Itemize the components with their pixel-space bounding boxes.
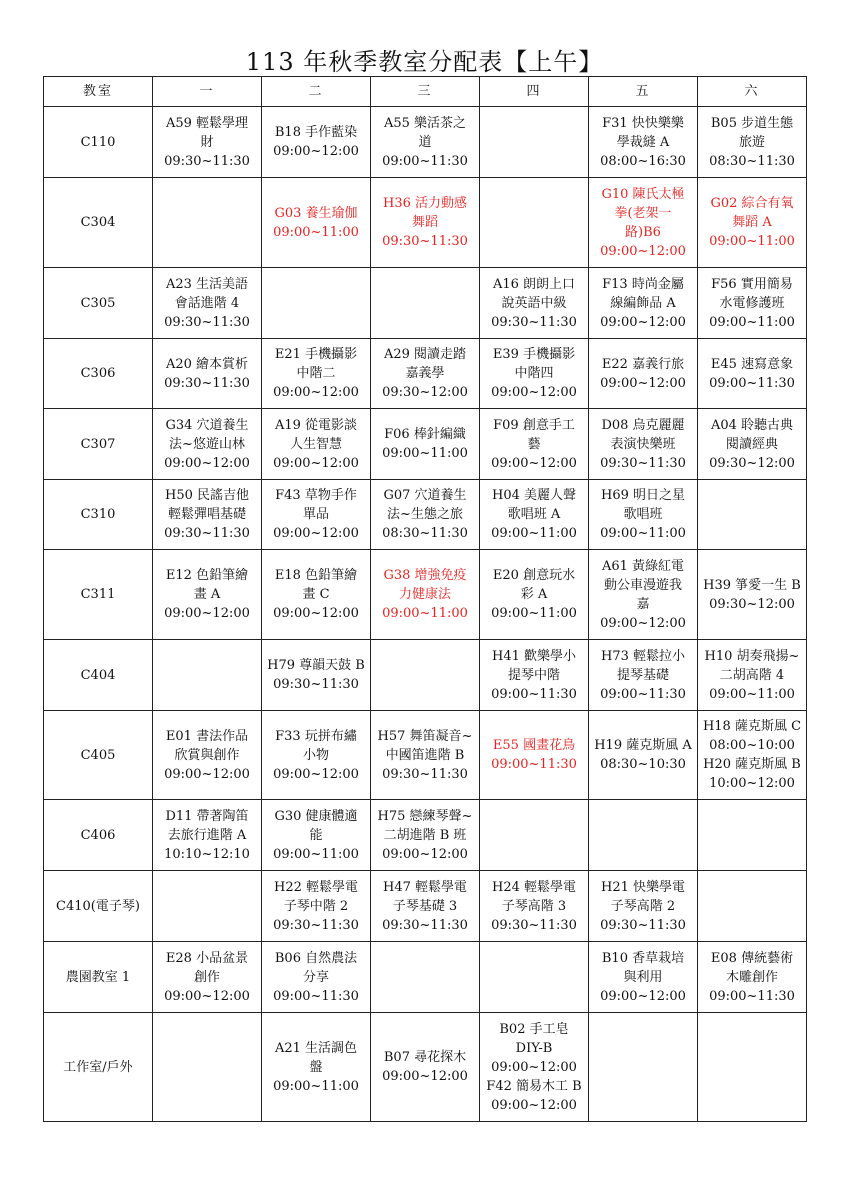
header-room: 教室: [44, 77, 153, 107]
table-row: [44, 871, 807, 942]
course-entry: H04 美麗人聲 歌唱班 A 09:00~11:00: [491, 488, 577, 541]
course-entry: H57 舞笛凝音~ 中國笛進階 B 09:30~11:30: [377, 728, 473, 782]
course-entry: H22 輕鬆學電 子琴中階 2 09:30~11:30: [273, 879, 359, 933]
schedule-cell: [698, 550, 807, 640]
schedule-cell: [698, 107, 807, 178]
schedule-cell: [262, 640, 371, 711]
schedule-cell: [589, 942, 698, 1013]
schedule-body: [44, 107, 807, 1122]
table-row: [44, 800, 807, 871]
course-entry: F43 草物手作 單品 09:00~12:00: [273, 488, 359, 541]
schedule-cell: [698, 480, 807, 550]
schedule-cell: [589, 107, 698, 178]
schedule-cell: [480, 409, 589, 480]
schedule-cell: [153, 1013, 262, 1122]
schedule-cell: [262, 107, 371, 178]
table-row: [44, 409, 807, 480]
course-entry: G07 穴道養生 法~生態之旅 08:30~11:30: [382, 488, 468, 541]
schedule-cell: [262, 339, 371, 409]
room-cell: C410(電子琴): [44, 871, 153, 942]
course-entry: E39 手機攝影 中階四 09:00~12:00: [491, 347, 577, 400]
course-entry: G38 增強免疫 力健康法 09:00~11:00: [382, 568, 468, 621]
course-entry: F33 玩拼布繡 小物 09:00~12:00: [273, 728, 359, 782]
room-cell: C305: [44, 268, 153, 339]
schedule-cell: [589, 711, 698, 800]
course-entry: B07 尋花探木 09:00~12:00: [382, 1050, 468, 1084]
course-entry: E01 書法作品 欣賞與創作 09:00~12:00: [164, 728, 250, 782]
schedule-cell: [262, 871, 371, 942]
room-cell: C406: [44, 800, 153, 871]
room-cell: C310: [44, 480, 153, 550]
course-entry: B05 步道生態 旅遊 08:30~11:30: [709, 115, 795, 169]
course-entry: H50 民謠吉他 輕鬆彈唱基礎 09:30~11:30: [164, 488, 250, 541]
schedule-cell: [480, 107, 589, 178]
table-row: [44, 711, 807, 800]
course-entry: A20 繪本賞析 09:30~11:30: [164, 356, 250, 391]
course-entry: E55 國畫花鳥 09:00~11:30: [491, 738, 577, 772]
schedule-cell: [153, 480, 262, 550]
course-entry: H10 胡奏飛揚~ 二胡高階 4 09:00~11:00: [704, 648, 800, 702]
schedule-cell: [371, 339, 480, 409]
schedule-cell: [262, 942, 371, 1013]
course-entry: G30 健康體適 能 09:00~11:00: [273, 808, 359, 862]
header-day-sat: 六: [698, 77, 807, 107]
schedule-cell: [262, 409, 371, 480]
schedule-cell: [589, 178, 698, 268]
table-row: [44, 268, 807, 339]
schedule-cell: [698, 1013, 807, 1122]
schedule-cell: [698, 711, 807, 800]
table-row: [44, 339, 807, 409]
schedule-cell: [153, 871, 262, 942]
schedule-cell: [262, 480, 371, 550]
course-entry: A61 黃綠紅電 動公車漫遊我 嘉 09:00~12:00: [600, 558, 686, 631]
schedule-cell: [153, 550, 262, 640]
schedule-cell: [371, 409, 480, 480]
schedule-cell: [480, 800, 589, 871]
schedule-cell: [262, 550, 371, 640]
schedule-cell: [371, 800, 480, 871]
course-entry: E20 創意玩水 彩 A 09:00~11:00: [491, 568, 577, 621]
course-entry: H19 薩克斯風 A 08:30~10:30: [594, 738, 692, 772]
course-entry: G34 穴道養生 法~悠遊山林 09:00~12:00: [164, 417, 250, 471]
course-entry: H39 箏愛一生 B 09:30~12:00: [703, 577, 801, 612]
course-entry: A23 生活美語 會話進階 4 09:30~11:30: [164, 276, 250, 330]
room-cell: C304: [44, 178, 153, 268]
schedule-cell: [153, 640, 262, 711]
schedule-cell: [698, 800, 807, 871]
schedule-cell: [262, 178, 371, 268]
course-entry: A19 從電影談 人生智慧 09:00~12:00: [273, 417, 359, 471]
room-cell: C404: [44, 640, 153, 711]
schedule-cell: [480, 480, 589, 550]
course-entry: E08 傳統藝術 木雕創作 09:00~11:30: [709, 950, 795, 1004]
course-entry: G10 陳氏太極 拳(老架一 路)B6 09:00~12:00: [600, 186, 686, 259]
schedule-cell: [589, 550, 698, 640]
schedule-cell: [371, 711, 480, 800]
schedule-cell: [262, 268, 371, 339]
course-entry: B02 手工皂 DIY-B 09:00~12:00: [491, 1021, 577, 1075]
page-title: 113 年秋季教室分配表【上午】: [245, 48, 604, 76]
course-entry: E18 色鉛筆繪 畫 C 09:00~12:00: [273, 568, 359, 621]
course-entry: E21 手機攝影 中階二 09:00~12:00: [273, 347, 359, 400]
course-entry: D11 帶著陶笛 去旅行進階 A 10:10~12:10: [164, 808, 250, 862]
course-entry: H18 薩克斯風 C 08:00~10:00: [702, 719, 802, 753]
course-entry: H36 活力動感 舞蹈 09:30~11:30: [382, 196, 468, 249]
course-entry: A55 樂活茶之 道 09:00~11:30: [382, 115, 468, 169]
schedule-cell: [371, 1013, 480, 1122]
schedule-cell: [371, 480, 480, 550]
schedule-cell: [589, 1013, 698, 1122]
header-day-wed: 三: [371, 77, 480, 107]
schedule-cell: [371, 178, 480, 268]
course-entry: A59 輕鬆學理 財 09:30~11:30: [164, 115, 250, 169]
schedule-cell: [262, 711, 371, 800]
schedule-cell: [153, 409, 262, 480]
schedule-cell: [698, 178, 807, 268]
table-row: [44, 178, 807, 268]
table-row: [44, 942, 807, 1013]
header-day-thu: 四: [480, 77, 589, 107]
schedule-cell: [698, 640, 807, 711]
course-entry: H20 薩克斯風 B 10:00~12:00: [703, 757, 801, 791]
schedule-cell: [589, 409, 698, 480]
schedule-cell: [480, 640, 589, 711]
course-entry: F56 實用簡易 水電修護班 09:00~11:00: [709, 276, 795, 330]
schedule-cell: [371, 268, 480, 339]
schedule-cell: [480, 1013, 589, 1122]
course-entry: G02 綜合有氧 舞蹈 A 09:00~11:00: [709, 196, 795, 249]
schedule-cell: [589, 339, 698, 409]
course-entry: F13 時尚金屬 線編飾品 A 09:00~12:00: [600, 276, 686, 330]
schedule-cell: [480, 871, 589, 942]
course-entry: E28 小品盆景 創作 09:00~12:00: [164, 950, 250, 1004]
course-entry: G03 養生瑜伽 09:00~11:00: [273, 205, 359, 240]
course-entry: A16 朗朗上口 說英語中級 09:30~11:30: [491, 276, 577, 330]
course-entry: A29 閱讀走踏 嘉義學 09:30~12:00: [382, 347, 468, 400]
course-entry: D08 烏克麗麗 表演快樂班 09:30~11:30: [600, 417, 686, 471]
schedule-cell: [698, 268, 807, 339]
schedule-cell: [589, 640, 698, 711]
course-entry: F42 簡易木工 B 09:00~12:00: [486, 1078, 582, 1113]
course-entry: H73 輕鬆拉小 提琴基礎 09:00~11:30: [600, 648, 686, 702]
course-entry: H75 戀練琴聲~ 二胡進階 B 班 09:00~12:00: [377, 808, 473, 862]
table-row: [44, 640, 807, 711]
course-entry: F09 創意手工 藝 09:00~12:00: [491, 417, 577, 471]
classroom-allocation-table: [43, 76, 807, 1122]
table-row: [44, 550, 807, 640]
course-entry: F31 快快樂樂 學裁縫 A 08:00~16:30: [600, 115, 686, 169]
header-day-tue: 二: [262, 77, 371, 107]
schedule-cell: [262, 1013, 371, 1122]
course-entry: B06 自然農法 分享 09:00~11:30: [273, 950, 359, 1004]
room-cell: 農園教室 1: [44, 942, 153, 1013]
schedule-cell: [698, 409, 807, 480]
course-entry: H47 輕鬆學電 子琴基礎 3 09:30~11:30: [382, 879, 468, 933]
schedule-cell: [371, 640, 480, 711]
schedule-cell: [153, 339, 262, 409]
header-row: [44, 77, 807, 107]
course-entry: H24 輕鬆學電 子琴高階 3 09:30~11:30: [491, 879, 577, 933]
schedule-cell: [153, 178, 262, 268]
schedule-cell: [698, 871, 807, 942]
room-cell: 工作室/戶外: [44, 1013, 153, 1122]
schedule-cell: [480, 268, 589, 339]
schedule-cell: [480, 550, 589, 640]
schedule-cell: [371, 871, 480, 942]
schedule-cell: [589, 800, 698, 871]
schedule-cell: [153, 711, 262, 800]
schedule-cell: [698, 339, 807, 409]
course-entry: E12 色鉛筆繪 畫 A 09:00~12:00: [164, 568, 250, 621]
schedule-cell: [371, 107, 480, 178]
course-entry: A21 生活調色 盤 09:00~11:00: [273, 1040, 359, 1094]
schedule-cell: [153, 107, 262, 178]
schedule-cell: [480, 178, 589, 268]
course-entry: F06 棒針編織 09:00~11:00: [382, 427, 468, 461]
schedule-cell: [153, 800, 262, 871]
schedule-cell: [589, 871, 698, 942]
table-row: [44, 107, 807, 178]
room-cell: C405: [44, 711, 153, 800]
header-day-mon: 一: [153, 77, 262, 107]
schedule-cell: [589, 268, 698, 339]
course-entry: H69 明日之星 歌唱班 09:00~11:00: [600, 488, 686, 541]
room-cell: C306: [44, 339, 153, 409]
schedule-cell: [480, 339, 589, 409]
schedule-cell: [262, 800, 371, 871]
schedule-cell: [480, 942, 589, 1013]
course-entry: E22 嘉義行旅 09:00~12:00: [600, 356, 686, 391]
room-cell: C307: [44, 409, 153, 480]
schedule-cell: [153, 268, 262, 339]
schedule-cell: [153, 942, 262, 1013]
room-cell: C110: [44, 107, 153, 178]
header-day-fri: 五: [589, 77, 698, 107]
course-entry: B10 香草栽培 與利用 09:00~12:00: [600, 950, 686, 1004]
course-entry: E45 速寫意象 09:00~11:30: [709, 356, 795, 391]
schedule-cell: [698, 942, 807, 1013]
schedule-cell: [371, 550, 480, 640]
schedule-cell: [589, 480, 698, 550]
course-entry: B18 手作藍染 09:00~12:00: [273, 125, 359, 159]
schedule-cell: [371, 942, 480, 1013]
schedule-cell: [480, 711, 589, 800]
table-row: [44, 480, 807, 550]
course-entry: H41 歡樂學小 提琴中階 09:00~11:30: [491, 648, 577, 702]
course-entry: A04 聆聽古典 閱讀經典 09:30~12:00: [709, 417, 795, 471]
table-row: [44, 1013, 807, 1122]
course-entry: H21 快樂學電 子琴高階 2 09:30~11:30: [600, 879, 686, 933]
room-cell: C311: [44, 550, 153, 640]
course-entry: H79 尊韻天鼓 B 09:30~11:30: [267, 658, 365, 692]
